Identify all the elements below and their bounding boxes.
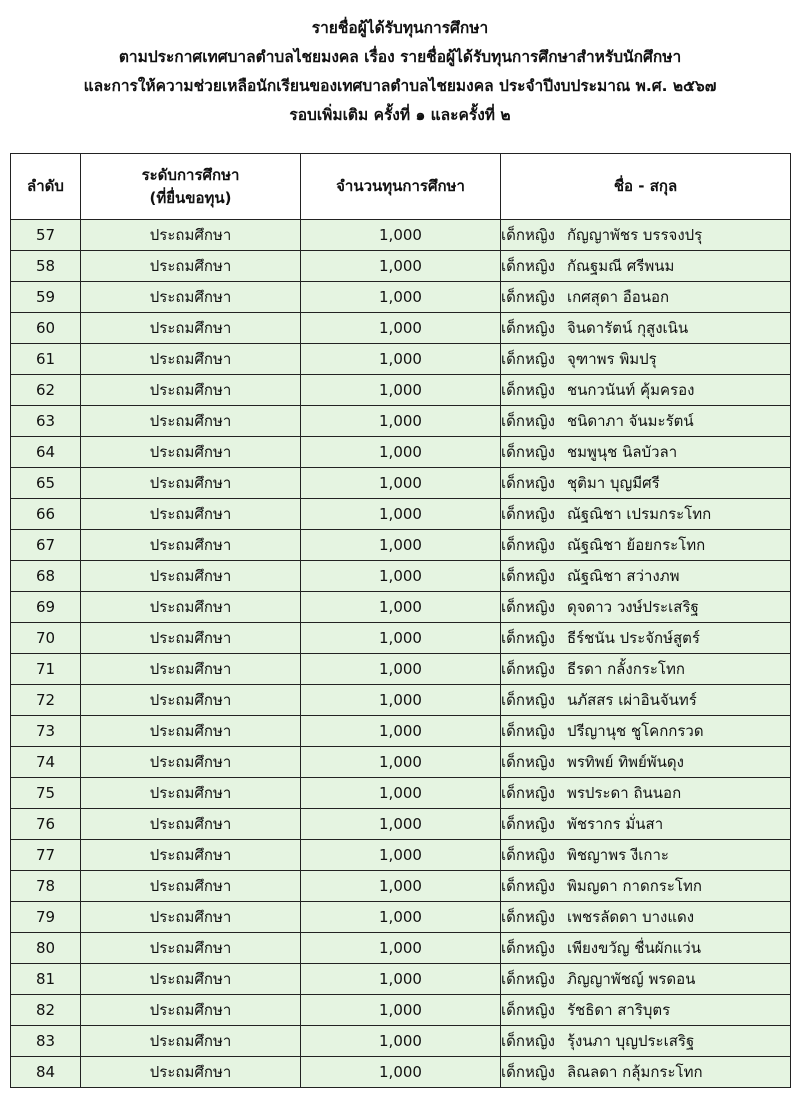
table-row bbox=[11, 964, 791, 995]
row-education-level: ประถมศึกษา bbox=[81, 592, 301, 623]
row-full-name bbox=[501, 251, 791, 282]
row-name-title: เด็กหญิง bbox=[501, 567, 555, 585]
row-full-name bbox=[501, 933, 791, 964]
row-name-title: เด็กหญิง bbox=[501, 1063, 555, 1081]
row-full-name bbox=[501, 1026, 791, 1057]
row-education-level: ประถมศึกษา bbox=[81, 530, 301, 561]
row-name: พิชญาพร งีเกาะ bbox=[566, 846, 669, 864]
row-name-title: เด็กหญิง bbox=[501, 691, 555, 709]
row-name-title: เด็กหญิง bbox=[501, 288, 555, 306]
row-number: 69 bbox=[11, 592, 81, 623]
row-name-title: เด็กหญิง bbox=[501, 784, 555, 802]
row-full-name bbox=[501, 685, 791, 716]
row-full-name bbox=[501, 406, 791, 437]
row-scholarship-amount: 1,000 bbox=[301, 437, 501, 468]
row-scholarship-amount: 1,000 bbox=[301, 840, 501, 871]
row-scholarship-amount: 1,000 bbox=[301, 313, 501, 344]
row-name: จินดารัตน์ กุสูงเนิน bbox=[566, 319, 689, 337]
row-name: ณัฐณิชา ย้อยกระโทก bbox=[566, 536, 706, 554]
row-scholarship-amount: 1,000 bbox=[301, 499, 501, 530]
row-name: พัชรากร มั่นสา bbox=[566, 815, 664, 833]
row-scholarship-amount: 1,000 bbox=[301, 251, 501, 282]
row-number: 57 bbox=[11, 220, 81, 251]
row-name-title: เด็กหญิง bbox=[501, 970, 555, 988]
row-education-level: ประถมศึกษา bbox=[81, 809, 301, 840]
row-education-level: ประถมศึกษา bbox=[81, 344, 301, 375]
document-title: รายชื่อผู้ได้รับทุนการศึกษา bbox=[311, 19, 489, 37]
row-scholarship-amount: 1,000 bbox=[301, 685, 501, 716]
row-name-title: เด็กหญิง bbox=[501, 722, 555, 740]
row-name: จุฑาพร พิมปรุ bbox=[566, 350, 657, 368]
row-name: รัชธิดา สาริบุตร bbox=[566, 1001, 671, 1019]
row-full-name bbox=[501, 375, 791, 406]
row-number: 72 bbox=[11, 685, 81, 716]
table-row bbox=[11, 282, 791, 313]
row-number: 66 bbox=[11, 499, 81, 530]
row-scholarship-amount: 1,000 bbox=[301, 809, 501, 840]
row-full-name bbox=[501, 840, 791, 871]
header-amount: จำนวนทุนการศึกษา bbox=[301, 154, 501, 220]
row-education-level: ประถมศึกษา bbox=[81, 902, 301, 933]
row-scholarship-amount: 1,000 bbox=[301, 530, 501, 561]
table-row bbox=[11, 654, 791, 685]
table-row bbox=[11, 716, 791, 747]
row-name: เกศสุดา อือนอก bbox=[566, 288, 670, 306]
row-full-name bbox=[501, 468, 791, 499]
table-row bbox=[11, 1057, 791, 1088]
table-row bbox=[11, 778, 791, 809]
table-row bbox=[11, 623, 791, 654]
row-name-title: เด็กหญิง bbox=[501, 257, 555, 275]
row-number: 77 bbox=[11, 840, 81, 871]
row-full-name bbox=[501, 561, 791, 592]
row-full-name bbox=[501, 778, 791, 809]
row-name: ชมพูนุช นิลบัวลา bbox=[566, 443, 678, 461]
row-scholarship-amount: 1,000 bbox=[301, 282, 501, 313]
row-number: 59 bbox=[11, 282, 81, 313]
table-header-row bbox=[11, 154, 791, 220]
row-number: 79 bbox=[11, 902, 81, 933]
row-number: 82 bbox=[11, 995, 81, 1026]
row-name: ชนกวนันท์ คุ้มครอง bbox=[566, 381, 695, 399]
table-row bbox=[11, 1026, 791, 1057]
row-education-level: ประถมศึกษา bbox=[81, 437, 301, 468]
row-number: 83 bbox=[11, 1026, 81, 1057]
row-full-name bbox=[501, 530, 791, 561]
row-number: 75 bbox=[11, 778, 81, 809]
row-number: 74 bbox=[11, 747, 81, 778]
row-full-name bbox=[501, 623, 791, 654]
row-education-level: ประถมศึกษา bbox=[81, 220, 301, 251]
row-name-title: เด็กหญิง bbox=[501, 474, 555, 492]
table-row bbox=[11, 375, 791, 406]
row-name-title: เด็กหญิง bbox=[501, 319, 555, 337]
row-name-title: เด็กหญิง bbox=[501, 1032, 555, 1050]
row-number: 81 bbox=[11, 964, 81, 995]
row-education-level: ประถมศึกษา bbox=[81, 840, 301, 871]
row-scholarship-amount: 1,000 bbox=[301, 933, 501, 964]
row-education-level: ประถมศึกษา bbox=[81, 375, 301, 406]
row-scholarship-amount: 1,000 bbox=[301, 778, 501, 809]
row-education-level: ประถมศึกษา bbox=[81, 964, 301, 995]
row-education-level: ประถมศึกษา bbox=[81, 871, 301, 902]
row-name: พรทิพย์ ทิพย์พันดุง bbox=[566, 753, 685, 771]
row-name-title: เด็กหญิง bbox=[501, 381, 555, 399]
row-full-name bbox=[501, 995, 791, 1026]
table-row bbox=[11, 468, 791, 499]
table-row bbox=[11, 251, 791, 282]
program-line: และการให้ความช่วยเหลือนักเรียนของเทศบาลตำบลไชยมงคล ประจำปีงบประมาณ พ.ศ. ๒๕๖๗ bbox=[83, 77, 717, 95]
row-scholarship-amount: 1,000 bbox=[301, 747, 501, 778]
row-number: 71 bbox=[11, 654, 81, 685]
row-number: 68 bbox=[11, 561, 81, 592]
row-education-level: ประถมศึกษา bbox=[81, 778, 301, 809]
row-full-name bbox=[501, 313, 791, 344]
row-number: 61 bbox=[11, 344, 81, 375]
row-education-level: ประถมศึกษา bbox=[81, 251, 301, 282]
table-row bbox=[11, 902, 791, 933]
row-scholarship-amount: 1,000 bbox=[301, 871, 501, 902]
row-name: เพชรลัดดา บางแดง bbox=[566, 908, 695, 926]
row-name-title: เด็กหญิง bbox=[501, 505, 555, 523]
table-row bbox=[11, 220, 791, 251]
row-name: เพียงขวัญ ชื่นผักแว่น bbox=[566, 939, 701, 957]
row-name: ภิญญาพัชญ์ พรดอน bbox=[566, 970, 696, 988]
row-name-title: เด็กหญิง bbox=[501, 598, 555, 616]
row-number: 70 bbox=[11, 623, 81, 654]
row-number: 73 bbox=[11, 716, 81, 747]
row-name: พิมญดา กาดกระโทก bbox=[566, 877, 702, 895]
table-row bbox=[11, 530, 791, 561]
table-row bbox=[11, 592, 791, 623]
row-education-level: ประถมศึกษา bbox=[81, 685, 301, 716]
table-row bbox=[11, 747, 791, 778]
row-name: พรประดา ถินนอก bbox=[566, 784, 682, 802]
row-scholarship-amount: 1,000 bbox=[301, 623, 501, 654]
row-number: 58 bbox=[11, 251, 81, 282]
row-name: ชุติมา บุญมีศรี bbox=[566, 474, 660, 492]
row-education-level: ประถมศึกษา bbox=[81, 933, 301, 964]
row-name-title: เด็กหญิง bbox=[501, 908, 555, 926]
header-level-line2: (ที่ยื่นขอทุน) bbox=[149, 188, 232, 207]
row-name-title: เด็กหญิง bbox=[501, 753, 555, 771]
row-name-title: เด็กหญิง bbox=[501, 815, 555, 833]
row-name-title: เด็กหญิง bbox=[501, 660, 555, 678]
row-full-name bbox=[501, 747, 791, 778]
row-name: รุ้งนภา บุญประเสริฐ bbox=[566, 1032, 695, 1050]
table-row bbox=[11, 871, 791, 902]
row-full-name bbox=[501, 716, 791, 747]
row-scholarship-amount: 1,000 bbox=[301, 1026, 501, 1057]
row-name-title: เด็กหญิง bbox=[501, 350, 555, 368]
announcement-line: ตามประกาศเทศบาลตำบลไชยมงคล เรื่อง รายชื่อผู้ได้รับทุนการศึกษาสำหรับนักศึกษา bbox=[118, 48, 682, 66]
table-row bbox=[11, 933, 791, 964]
table-row bbox=[11, 406, 791, 437]
row-scholarship-amount: 1,000 bbox=[301, 468, 501, 499]
row-name-title: เด็กหญิง bbox=[501, 412, 555, 430]
row-name-title: เด็กหญิง bbox=[501, 536, 555, 554]
round-line: รอบเพิ่มเติม ครั้งที่ ๑ และครั้งที่ ๒ bbox=[289, 106, 511, 124]
row-number: 63 bbox=[11, 406, 81, 437]
row-name: นภัสสร เผ่าอินจันทร์ bbox=[566, 691, 697, 709]
row-education-level: ประถมศึกษา bbox=[81, 1026, 301, 1057]
table-row bbox=[11, 685, 791, 716]
row-education-level: ประถมศึกษา bbox=[81, 716, 301, 747]
row-name-title: เด็กหญิง bbox=[501, 226, 555, 244]
row-number: 80 bbox=[11, 933, 81, 964]
table-body bbox=[11, 220, 791, 1088]
row-name-title: เด็กหญิง bbox=[501, 846, 555, 864]
row-name: ณัฐณิชา สว่างภพ bbox=[566, 567, 680, 585]
row-number: 76 bbox=[11, 809, 81, 840]
row-education-level: ประถมศึกษา bbox=[81, 654, 301, 685]
row-scholarship-amount: 1,000 bbox=[301, 964, 501, 995]
row-scholarship-amount: 1,000 bbox=[301, 561, 501, 592]
row-number: 78 bbox=[11, 871, 81, 902]
row-name-title: เด็กหญิง bbox=[501, 443, 555, 461]
row-full-name bbox=[501, 282, 791, 313]
row-scholarship-amount: 1,000 bbox=[301, 220, 501, 251]
row-education-level: ประถมศึกษา bbox=[81, 995, 301, 1026]
row-scholarship-amount: 1,000 bbox=[301, 592, 501, 623]
row-number: 60 bbox=[11, 313, 81, 344]
row-full-name bbox=[501, 592, 791, 623]
row-scholarship-amount: 1,000 bbox=[301, 344, 501, 375]
row-scholarship-amount: 1,000 bbox=[301, 716, 501, 747]
row-name: ชนิดาภา จันมะรัตน์ bbox=[566, 412, 694, 430]
row-name-title: เด็กหญิง bbox=[501, 877, 555, 895]
row-full-name bbox=[501, 437, 791, 468]
row-full-name bbox=[501, 902, 791, 933]
row-full-name bbox=[501, 964, 791, 995]
row-scholarship-amount: 1,000 bbox=[301, 375, 501, 406]
row-name: ณัฐณิชา เปรมกระโทก bbox=[566, 505, 712, 523]
row-full-name bbox=[501, 1057, 791, 1088]
header-level-line1: ระดับการศึกษา bbox=[141, 165, 240, 184]
header-level bbox=[81, 154, 301, 220]
row-name: ดุจดาว วงษ์ประเสริฐ bbox=[566, 598, 699, 616]
row-education-level: ประถมศึกษา bbox=[81, 282, 301, 313]
row-name-title: เด็กหญิง bbox=[501, 1001, 555, 1019]
row-name: กัญญาพัชร บรรจงปรุ bbox=[566, 226, 703, 244]
row-full-name bbox=[501, 809, 791, 840]
row-scholarship-amount: 1,000 bbox=[301, 902, 501, 933]
row-number: 64 bbox=[11, 437, 81, 468]
row-full-name bbox=[501, 871, 791, 902]
row-name: ธีรดา กลั้งกระโทก bbox=[566, 660, 685, 678]
row-name: ลิณลดา กลุ้มกระโทก bbox=[566, 1063, 703, 1081]
row-education-level: ประถมศึกษา bbox=[81, 623, 301, 654]
row-name-title: เด็กหญิง bbox=[501, 629, 555, 647]
row-full-name bbox=[501, 654, 791, 685]
row-scholarship-amount: 1,000 bbox=[301, 995, 501, 1026]
row-full-name bbox=[501, 499, 791, 530]
header-no: ลำดับ bbox=[11, 154, 81, 220]
row-scholarship-amount: 1,000 bbox=[301, 654, 501, 685]
row-education-level: ประถมศึกษา bbox=[81, 1057, 301, 1088]
row-name: ธีร์ชนัน ประจักษ์สูตร์ bbox=[566, 629, 700, 647]
row-name: กัณฐมณี ศรีพนม bbox=[566, 257, 675, 275]
row-number: 62 bbox=[11, 375, 81, 406]
header-name: ชื่อ - สกุล bbox=[501, 154, 791, 220]
row-education-level: ประถมศึกษา bbox=[81, 747, 301, 778]
row-scholarship-amount: 1,000 bbox=[301, 406, 501, 437]
table-row bbox=[11, 437, 791, 468]
table-row bbox=[11, 499, 791, 530]
row-education-level: ประถมศึกษา bbox=[81, 468, 301, 499]
row-number: 65 bbox=[11, 468, 81, 499]
row-full-name bbox=[501, 344, 791, 375]
table-row bbox=[11, 995, 791, 1026]
document-header bbox=[0, 0, 800, 130]
scholarship-table bbox=[10, 153, 791, 1088]
row-education-level: ประถมศึกษา bbox=[81, 561, 301, 592]
table-row bbox=[11, 840, 791, 871]
table-row bbox=[11, 561, 791, 592]
row-education-level: ประถมศึกษา bbox=[81, 406, 301, 437]
table-row bbox=[11, 313, 791, 344]
row-number: 84 bbox=[11, 1057, 81, 1088]
row-education-level: ประถมศึกษา bbox=[81, 313, 301, 344]
table-row bbox=[11, 344, 791, 375]
row-full-name bbox=[501, 220, 791, 251]
row-name-title: เด็กหญิง bbox=[501, 939, 555, 957]
row-number: 67 bbox=[11, 530, 81, 561]
row-name: ปรีญานุช ชูโคกกรวด bbox=[566, 722, 704, 740]
table-row bbox=[11, 809, 791, 840]
row-education-level: ประถมศึกษา bbox=[81, 499, 301, 530]
row-scholarship-amount: 1,000 bbox=[301, 1057, 501, 1088]
